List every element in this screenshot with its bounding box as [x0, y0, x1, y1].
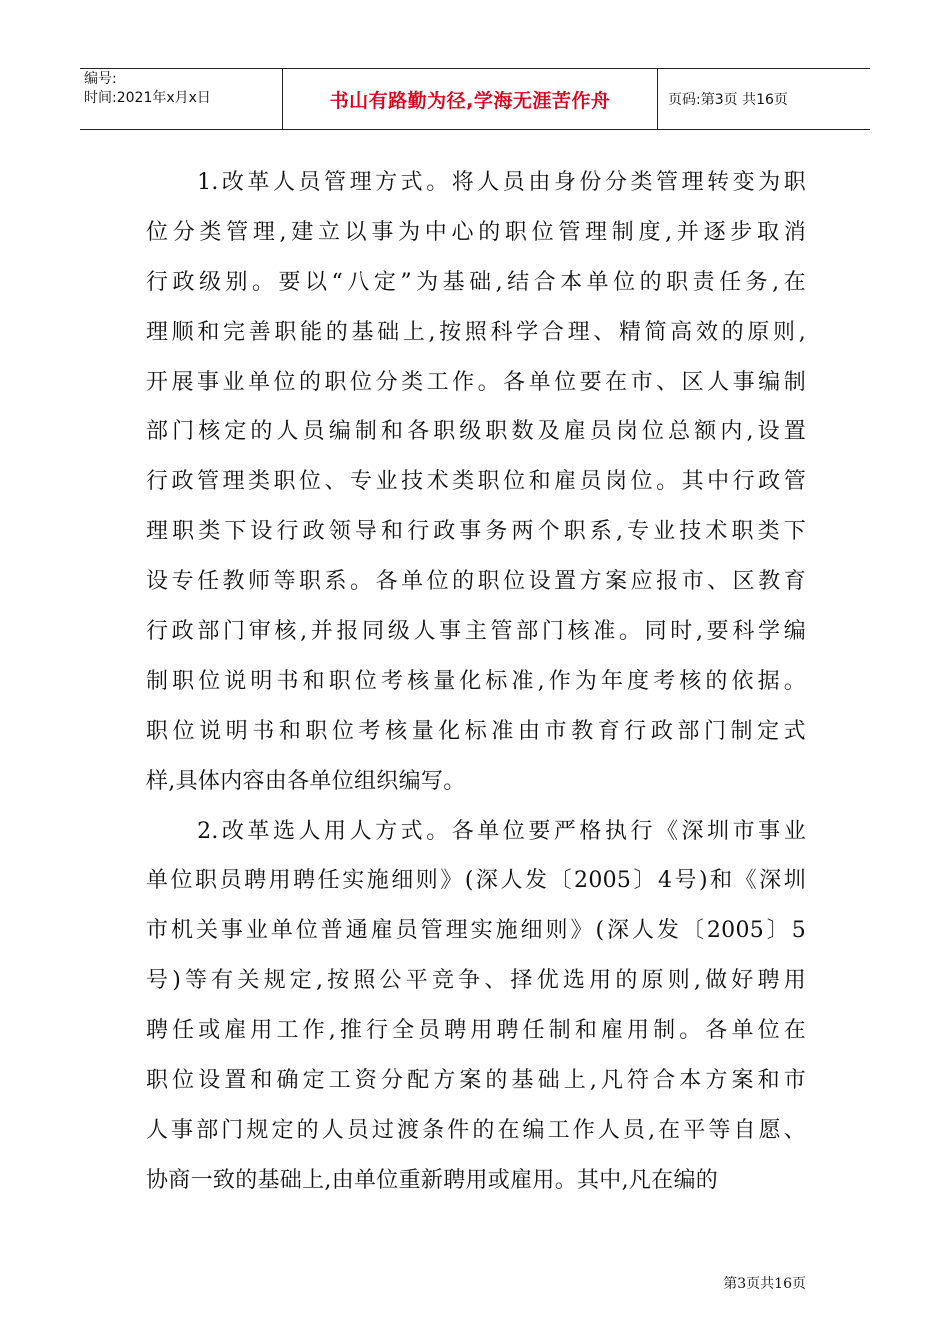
body-line: 协商一致的基础上,由单位重新聘用或雇用。其中,凡在编的: [146, 1167, 719, 1193]
body-line: 样,具体内容由各单位组织编写。: [146, 768, 466, 794]
header-table: [80, 68, 870, 130]
body-line: 制职位说明书和职位考核量化标准,作为年度考核的依据。: [146, 668, 806, 694]
body-line: 1.改革人员管理方式。将人员由身份分类管理转变为职: [146, 170, 806, 195]
body-line: 单位职员聘用聘任实施细则》(深人发〔2005〕4号)和《深圳: [146, 868, 806, 894]
header-page-code: 页码:第3页 共16页: [668, 92, 788, 108]
body-line: 职位设置和确定工资分配方案的基础上,凡符合本方案和市: [146, 1068, 806, 1094]
body-line: 聘任或雇用工作,推行全员聘用聘任制和雇用制。各单位在: [146, 1018, 806, 1044]
header-motto: 书山有路勤为径,学海无涯苦作舟: [282, 69, 658, 129]
body-line: 2.改革选人用人方式。各单位要严格执行《深圳市事业: [146, 818, 806, 844]
body-line: 部门核定的人员编制和各职级职数及雇员岗位总额内,设置: [146, 419, 806, 445]
body-line: 理顺和完善职能的基础上,按照科学合理、精简高效的原则,: [146, 319, 806, 345]
page-footer: 第3页共16页: [723, 1276, 806, 1292]
body-line: 位分类管理,建立以事为中心的职位管理制度,并逐步取消: [146, 219, 806, 245]
body-line: 市机关事业单位普通雇员管理实施细则》(深人发〔2005〕5: [146, 918, 806, 944]
body-line: 职位说明书和职位考核量化标准由市教育行政部门制定式: [146, 718, 806, 744]
body-line: 开展事业单位的职位分类工作。各单位要在市、区人事编制: [146, 369, 806, 395]
body-line: 行政级别。要以“八定”为基础,结合本单位的职责任务,在: [146, 269, 806, 295]
body-line: 行政管理类职位、专业技术类职位和雇员岗位。其中行政管: [146, 469, 806, 495]
body-line: 行政部门审核,并报同级人事主管部门核准。同时,要科学编: [146, 619, 806, 645]
body-line: 设专任教师等职系。各单位的职位设置方案应报市、区教育: [146, 569, 806, 595]
body-line: 理职类下设行政领导和行政事务两个职系,专业技术职类下: [146, 519, 806, 545]
body-line: 号)等有关规定,按照公平竞争、择优选用的原则,做好聘用: [146, 968, 806, 994]
body-line: 人事部门规定的人员过渡条件的在编工作人员,在平等自愿、: [146, 1117, 806, 1143]
document-number-label: 编号:: [84, 71, 117, 87]
document-body: [146, 158, 806, 1206]
header-left-cell: [80, 69, 282, 129]
document-time-label: 时间:2021年x月x日: [84, 90, 211, 106]
